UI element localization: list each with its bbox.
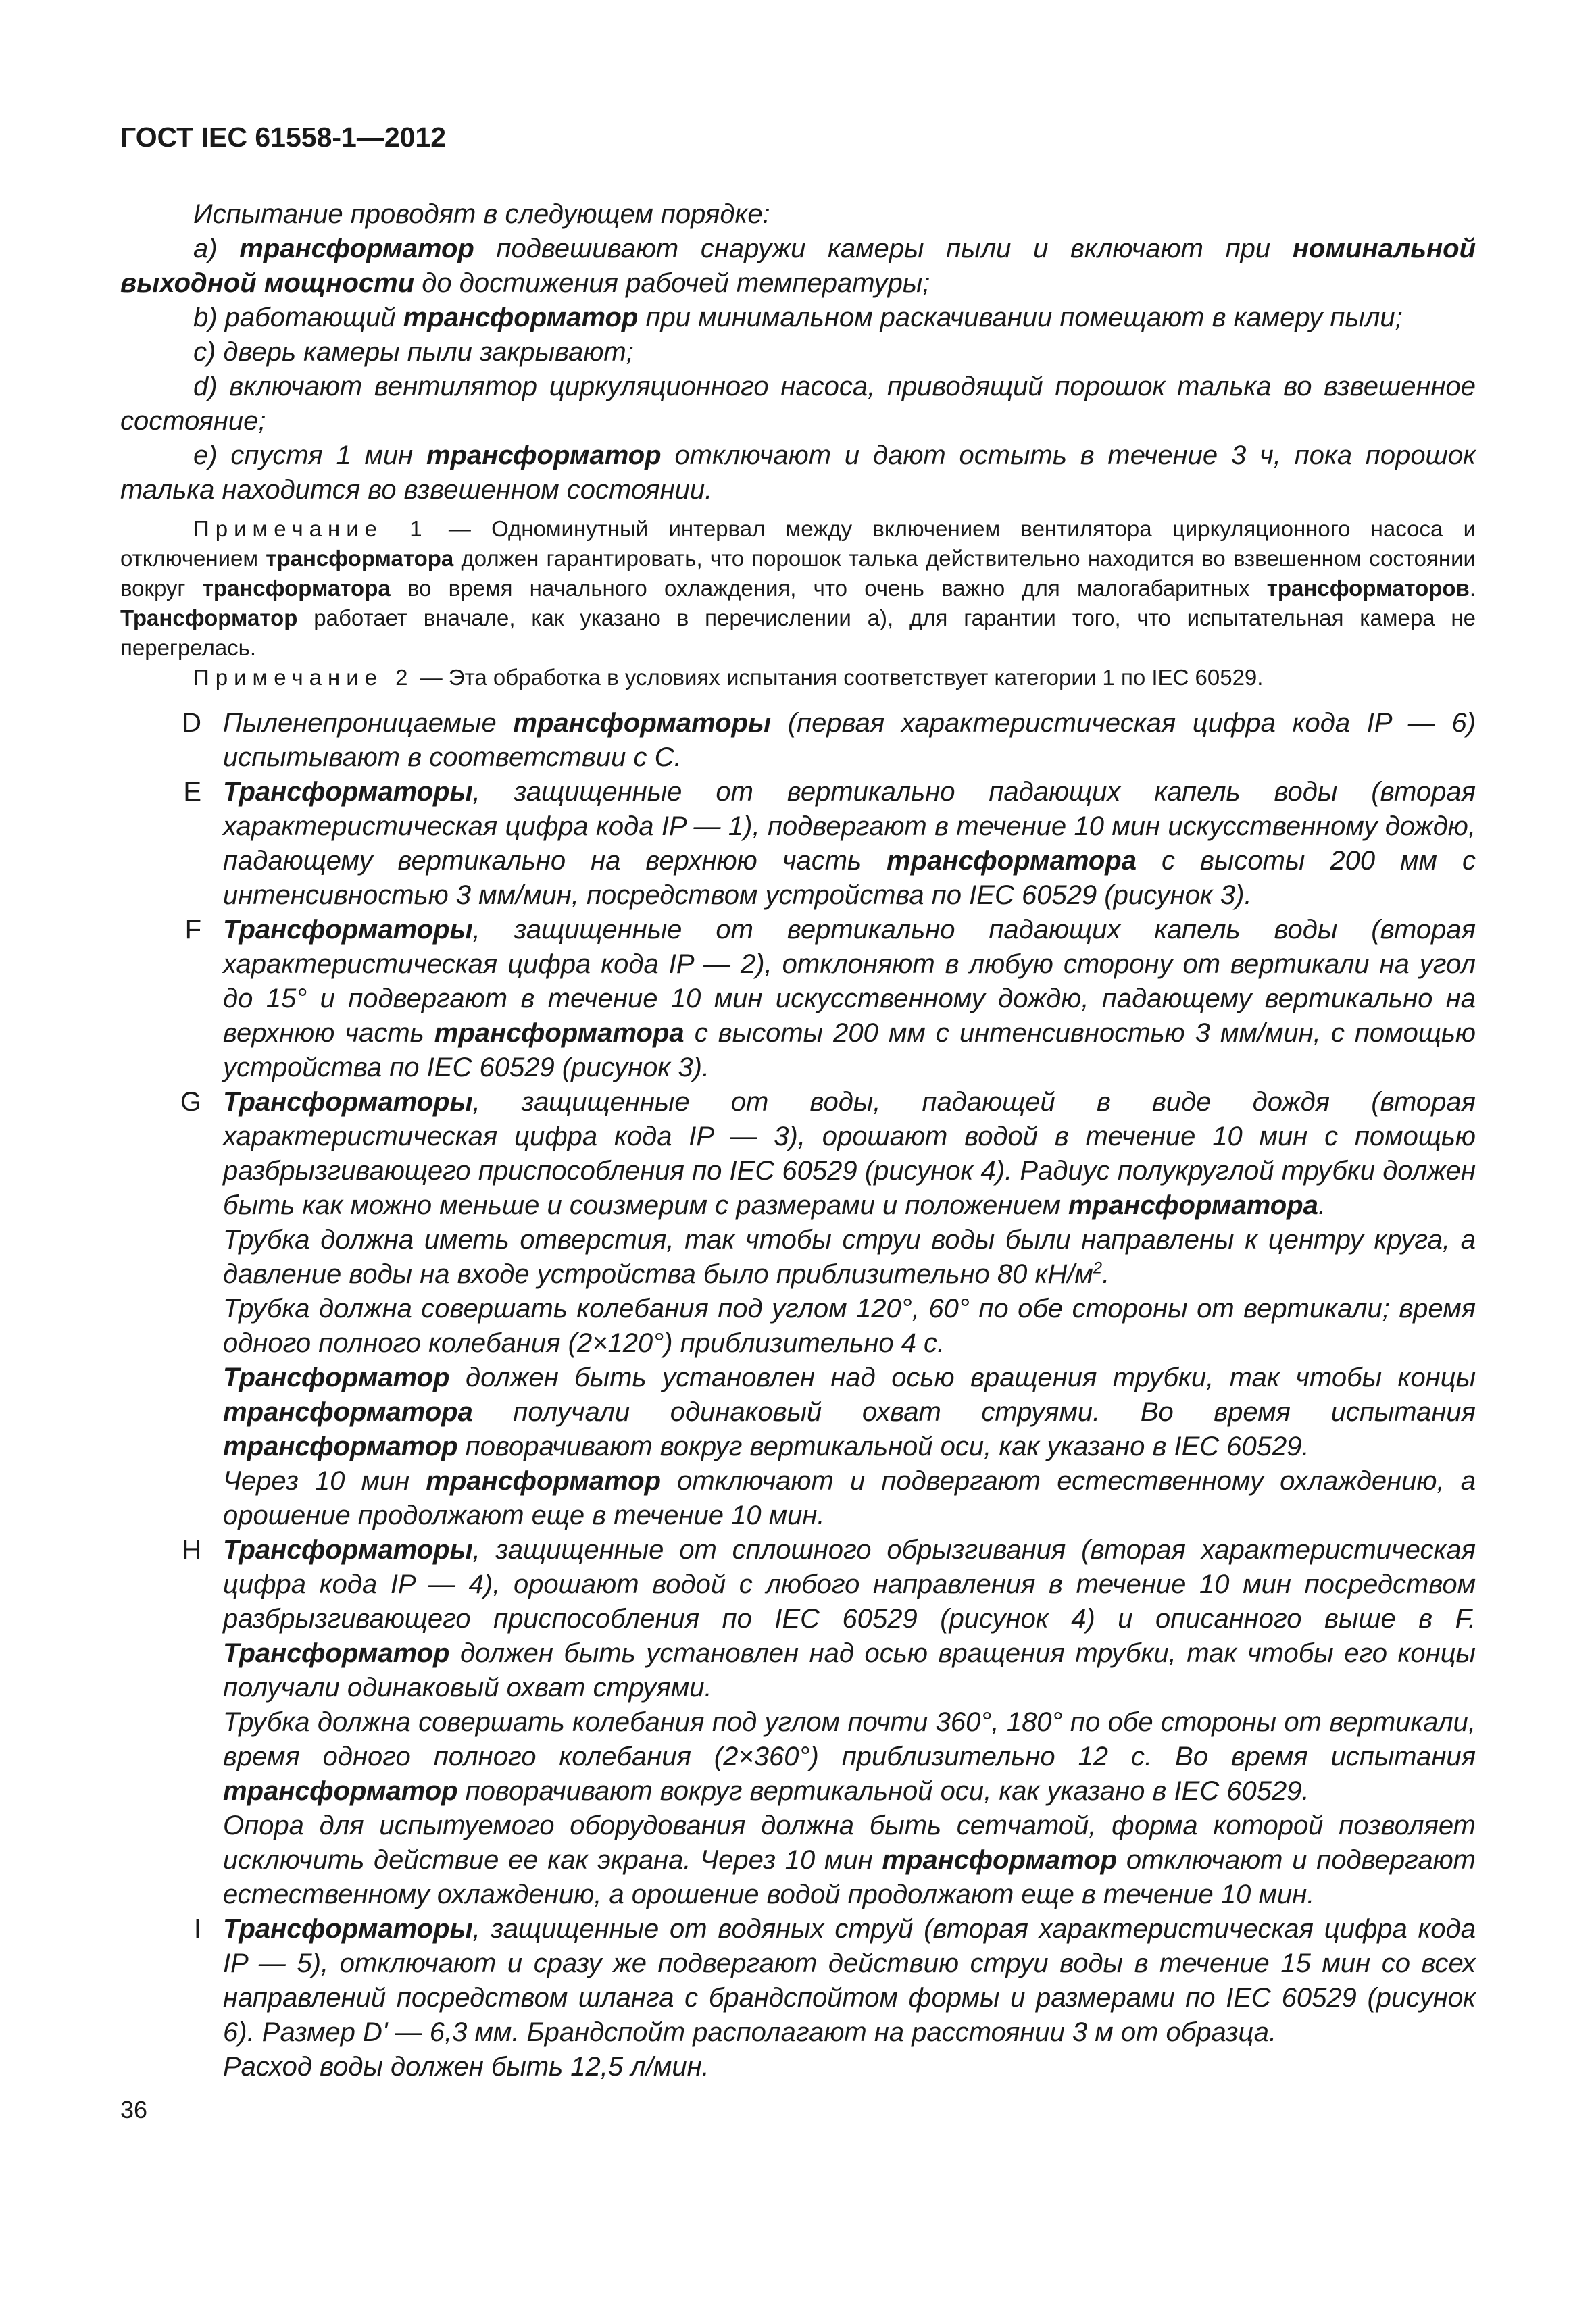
- item-text: отключают и подвергают естественному охлаждению, а орошение продолжают еще в течение 10 мин.: [223, 1466, 1476, 1530]
- note-label: Примечание 1: [193, 516, 428, 541]
- test-item: [120, 1912, 1476, 2084]
- item-paragraph: [223, 1464, 1476, 1533]
- procedure-step: [120, 438, 1476, 507]
- item-paragraph: [223, 1912, 1476, 2050]
- item-letter: I: [193, 1914, 201, 1944]
- bold-term: трансформатор: [223, 1432, 458, 1461]
- test-item: [120, 913, 1476, 1085]
- note-text: должен гарантировать, что порошок талька действительно находится во взвешенном состоянии вокруг: [120, 546, 1476, 601]
- item-text: должен быть установлен над осью вращения трубки, так чтобы концы: [449, 1363, 1476, 1392]
- item-paragraph: [223, 1705, 1476, 1809]
- item-text: Расход воды должен быть 12,5 л/мин.: [223, 2052, 709, 2082]
- test-item: [120, 1533, 1476, 1912]
- item-text: поворачивают вокруг вертикальной оси, как указано в IEC 60529.: [457, 1432, 1310, 1461]
- item-text: Опора для испытуемого оборудования должна быть сетчатой, форма которой позволяет исключить действие ее как экрана. Через 10 мин: [223, 1811, 1476, 1875]
- bold-term: трансформатор: [426, 1466, 662, 1496]
- item-text: Трубка должна совершать колебания под углом почти 360°, 180° по обе стороны от вертикали, время одного полного колебания (2×360°) приблизительно 12 с. Во время испытания: [223, 1707, 1476, 1771]
- item-text: с высоты 200 мм с интенсивностью 3 мм/мин, посредством устройства по IEC 60529 (рисунок 3).: [223, 846, 1476, 910]
- step-text: при минимальном раскачивании помещают в камеру пыли;: [638, 303, 1403, 332]
- note-paragraph: [120, 663, 1476, 693]
- procedure-step: [120, 335, 1476, 370]
- item-paragraph: [223, 1809, 1476, 1912]
- item-text: .: [1318, 1190, 1326, 1220]
- bold-term: Трансформатор: [223, 1363, 450, 1392]
- item-paragraph: [223, 2050, 1476, 2084]
- bold-term: Трансформаторы: [223, 777, 473, 807]
- document-body: [120, 197, 1476, 2084]
- item-text: (первая характеристическая цифра кода IP — 6) испытывают в соответствии с С.: [223, 708, 1476, 772]
- test-item: [120, 706, 1476, 775]
- note-paragraph: [120, 514, 1476, 663]
- step-text: e) спустя 1 мин: [193, 441, 427, 470]
- bold-term: номинальной выходной мощности: [120, 234, 1476, 298]
- item-text: Трубка должна совершать колебания под углом 120°, 60° по обе стороны от вертикали; время одного полного колебания (2×120°) приблизительно 4 с.: [223, 1294, 1476, 1358]
- step-text: c) дверь камеры пыли закрывают;: [193, 337, 634, 367]
- step-text: до достижения рабочей температуры;: [414, 268, 930, 298]
- item-paragraph: [223, 775, 1476, 913]
- item-letter: H: [182, 1535, 201, 1565]
- item-paragraph: [223, 1085, 1476, 1223]
- bold-term: Трансформатор: [223, 1638, 450, 1668]
- item-text: .: [1102, 1259, 1110, 1289]
- item-text: должен быть установлен над осью вращения трубки, так чтобы его концы получали одинаковый охват струями.: [223, 1638, 1476, 1703]
- item-text: , защищенные от сплошного обрызгивания (вторая характеристическая цифра кода IP — 4), орошают водой с любого направления в течение 10 мин посредством разбрызгивающего приспособления по IEC 60529 (рисунок 4) и описанного выше в F.: [223, 1535, 1476, 1634]
- item-text: Через 10 мин: [223, 1466, 426, 1496]
- bold-term: трансформатор: [882, 1845, 1118, 1875]
- note-label: Примечание 2: [193, 665, 414, 690]
- bold-term: Трансформаторы: [223, 1087, 473, 1117]
- bold-term: трансформатора: [887, 846, 1137, 876]
- bold-term: Трансформаторы: [223, 1914, 473, 1944]
- bold-term: трансформатор: [223, 1776, 458, 1806]
- item-letter: D: [182, 708, 201, 738]
- step-text: b) работающий: [193, 303, 403, 332]
- item-text: , защищенные от вертикально падающих капель воды (вторая характеристическая цифра кода IP — 2), отклоняют в любую сторону от вертикали на угол до 15° и подвергают в течение 10 мин искусственному дождю, падающему вертикально на верхнюю часть: [223, 915, 1476, 1048]
- note-text: .: [1469, 576, 1476, 601]
- bold-term: трансформатор: [239, 234, 474, 263]
- item-paragraph: [223, 1361, 1476, 1464]
- bold-term: Трансформатор: [120, 605, 298, 630]
- item-letter: F: [184, 915, 201, 945]
- item-text: поворачивают вокруг вертикальной оси, как указано в IEC 60529.: [457, 1776, 1310, 1806]
- bold-term: трансформатора: [223, 1397, 473, 1427]
- item-text: с высоты 200 мм с интенсивностью 3 мм/мин, с помощью устройства по IEC 60529 (рисунок 3).: [223, 1018, 1476, 1082]
- bold-term: трансформатор: [426, 441, 662, 470]
- document-header: ГОСТ IEC 61558-1—2012: [120, 122, 447, 153]
- bold-term: трансформатора: [1068, 1190, 1318, 1220]
- item-text: , защищенные от вертикально падающих капель воды (вторая характеристическая цифра кода IP — 1), подвергают в течение 10 мин искусственному дождю, падающему вертикально на верхнюю часть: [223, 777, 1476, 876]
- bold-term: трансформатор: [403, 303, 639, 332]
- bold-term: трансформаторы: [513, 708, 772, 738]
- item-letter: E: [183, 777, 201, 807]
- bold-term: трансформатора: [434, 1018, 684, 1048]
- bold-term: трансформатора: [266, 546, 454, 571]
- step-text: подвешивают снаружи камеры пыли и включают при: [474, 234, 1293, 263]
- item-text: отключают и подвергают естественному охлаждению, а орошение водой продолжают еще в течение 10 мин.: [223, 1845, 1476, 1909]
- superscript: 2: [1093, 1259, 1103, 1278]
- item-paragraph: [223, 1292, 1476, 1361]
- step-text: d) включают вентилятор циркуляционного насоса, приводящий порошок талька во взвешенное состояние;: [120, 372, 1476, 436]
- procedure-step: [120, 370, 1476, 438]
- item-text: Пыленепроницаемые: [223, 708, 514, 738]
- item-text: , защищенные от воды, падающей в виде дождя (вторая характеристическая цифра кода IP — 3), орошают водой в течение 10 мин с помощью разбрызгивающего приспособления по IEC 60529 (рисунок 4). Радиус полукруглой трубки должен быть как можно меньше и соизмерим с размерами и положением: [223, 1087, 1476, 1220]
- item-paragraph: [223, 1533, 1476, 1705]
- note-text: — Эта обработка в условиях испытания соответствует категории 1 по IEC 60529.: [414, 665, 1264, 690]
- test-item: [120, 775, 1476, 913]
- item-paragraph: [223, 706, 1476, 775]
- procedure-step: [120, 232, 1476, 301]
- note-text: — Одноминутный интервал между включением вентилятора циркуляционного насоса и отключением: [120, 516, 1476, 571]
- intro-paragraph: Испытание проводят в следующем порядке:: [193, 199, 770, 229]
- item-text: Трубка должна иметь отверстия, так чтобы струи воды были направлены к центру круга, а давление воды на входе устройства было приблизительно 80 кН/м: [223, 1225, 1476, 1289]
- test-item: [120, 1085, 1476, 1533]
- notes: [120, 514, 1476, 693]
- note-text: во время начального охлаждения, что очень важно для малогабаритных: [390, 576, 1267, 601]
- bold-term: трансформатора: [202, 576, 391, 601]
- bold-term: трансформаторов: [1266, 576, 1470, 601]
- item-paragraph: [223, 913, 1476, 1085]
- procedure-step: [120, 301, 1476, 335]
- bold-term: Трансформаторы: [223, 1535, 473, 1565]
- item-letter: G: [180, 1087, 201, 1117]
- item-text: , защищенные от водяных струй (вторая характеристическая цифра кода IP — 5), отключают и сразу же подвергают действию струи воды в течение 15 мин со всех направлений посредством шланга с брандспойтом формы и размерами по IEC 60529 (рисунок 6). Размер D' — 6,3 мм. Брандспойт располагают на расстоянии 3 м от образца.: [223, 1914, 1476, 2047]
- test-items: [120, 706, 1476, 2084]
- item-text: получали одинаковый охват струями. Во время испытания: [472, 1397, 1476, 1427]
- page-number: 36: [120, 2096, 148, 2123]
- step-text: отключают и дают остыть в течение 3 ч, пока порошок талька находится во взвешенном состоянии.: [120, 441, 1476, 505]
- step-text: a): [193, 234, 240, 263]
- note-text: работает вначале, как указано в перечислении а), для гарантии того, что испытательная камера не перегрелась.: [120, 605, 1476, 660]
- item-paragraph: [223, 1223, 1476, 1292]
- procedure-steps: [120, 232, 1476, 507]
- bold-term: Трансформаторы: [223, 915, 473, 945]
